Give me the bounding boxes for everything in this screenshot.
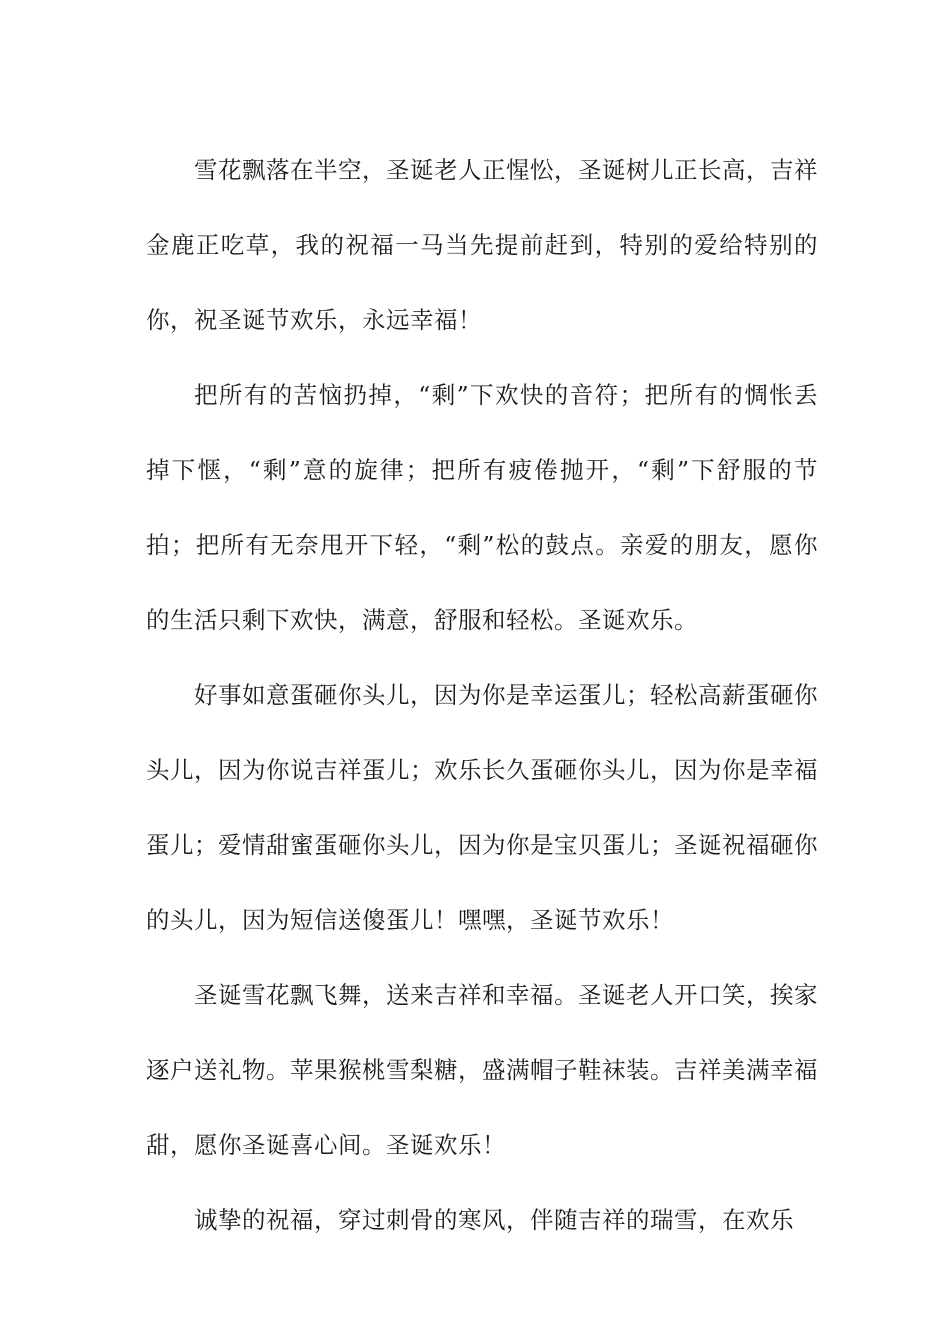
paragraph-3: 好事如意蛋砸你头儿，因为你是幸运蛋儿；轻松高薪蛋砸你头儿，因为你说吉祥蛋儿；欢乐长久蛋砸你头儿，因为你是幸福蛋儿；爱情甜蜜蛋砸你头儿，因为你是宝贝蛋儿；圣诞祝福砸你的头儿，因为短信送傻蛋儿！嘿嘿，圣诞节欢乐！ (146, 681, 818, 934)
paragraph-1: 雪花飘落在半空，圣诞老人正惺忪，圣诞树儿正长高，吉祥金鹿正吃草，我的祝福一马当先提前赶到，特别的爱给特别的你，祝圣诞节欢乐，永远幸福！ (146, 156, 818, 334)
paragraph-5: 诚挚的祝福，穿过刺骨的寒风，伴随吉祥的瑞雪，在欢乐 (194, 1206, 794, 1234)
paragraph-2: 把所有的苦恼扔掉，“剩”下欢快的音符；把所有的惆怅丢掉下惬，“剩”意的旋律；把所有疲倦抛开，“剩”下舒服的节拍；把所有无奈甩开下轻，“剩”松的鼓点。亲爱的朋友，愿你的生活只剩下欢快，满意，舒服和轻松。圣诞欢乐。 (146, 381, 818, 634)
paragraph-4: 圣诞雪花飘飞舞，送来吉祥和幸福。圣诞老人开口笑，挨家逐户送礼物。苹果猴桃雪梨糖，盛满帽子鞋袜装。吉祥美满幸福甜，愿你圣诞喜心间。圣诞欢乐！ (146, 981, 818, 1159)
document-body (146, 133, 818, 1258)
